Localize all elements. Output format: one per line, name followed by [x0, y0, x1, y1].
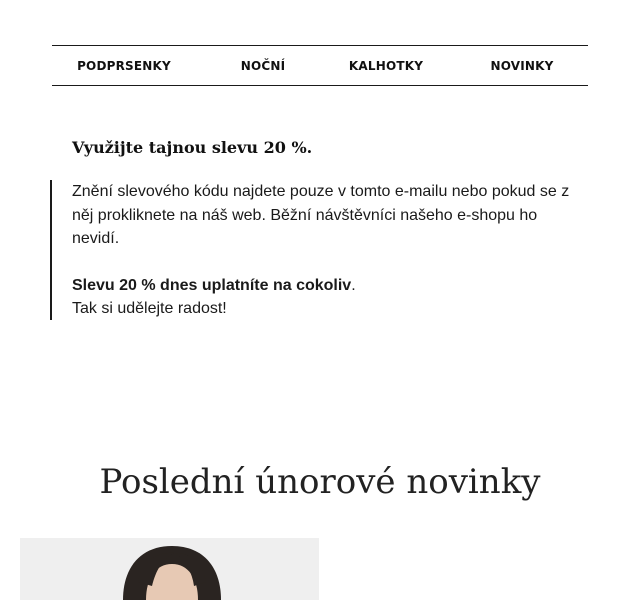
product-image[interactable]	[20, 538, 319, 600]
nav-item-podprsenky[interactable]: PODPRSENKY	[77, 59, 171, 73]
promo-offer-end: .	[351, 276, 356, 294]
promo-offer-bold: Slevu 20 % dnes uplatníte na cokoliv	[72, 276, 352, 294]
main-nav	[52, 45, 588, 86]
promo-body: Znění slevového kódu najdete pouze v tomto e-mailu nebo pokud se z něj prokliknete na náš web. Běžní návštěvníci našeho e-shopu ho nevidí.	[72, 183, 570, 247]
model-photo-icon	[20, 538, 319, 600]
promo-offer	[72, 274, 580, 298]
nav-item-novinky[interactable]: NOVINKY	[490, 59, 554, 73]
nav-item-nocni[interactable]: NOČNÍ	[240, 59, 286, 73]
promo-quote-block	[50, 180, 580, 320]
promo-closing: Tak si udělejte radost!	[72, 300, 227, 317]
nav-item-kalhotky[interactable]: KALHOTKY	[348, 59, 424, 73]
section-title: Poslední únorové novinky	[99, 462, 541, 502]
promo-heading: Využijte tajnou slevu 20 %.	[72, 138, 313, 157]
